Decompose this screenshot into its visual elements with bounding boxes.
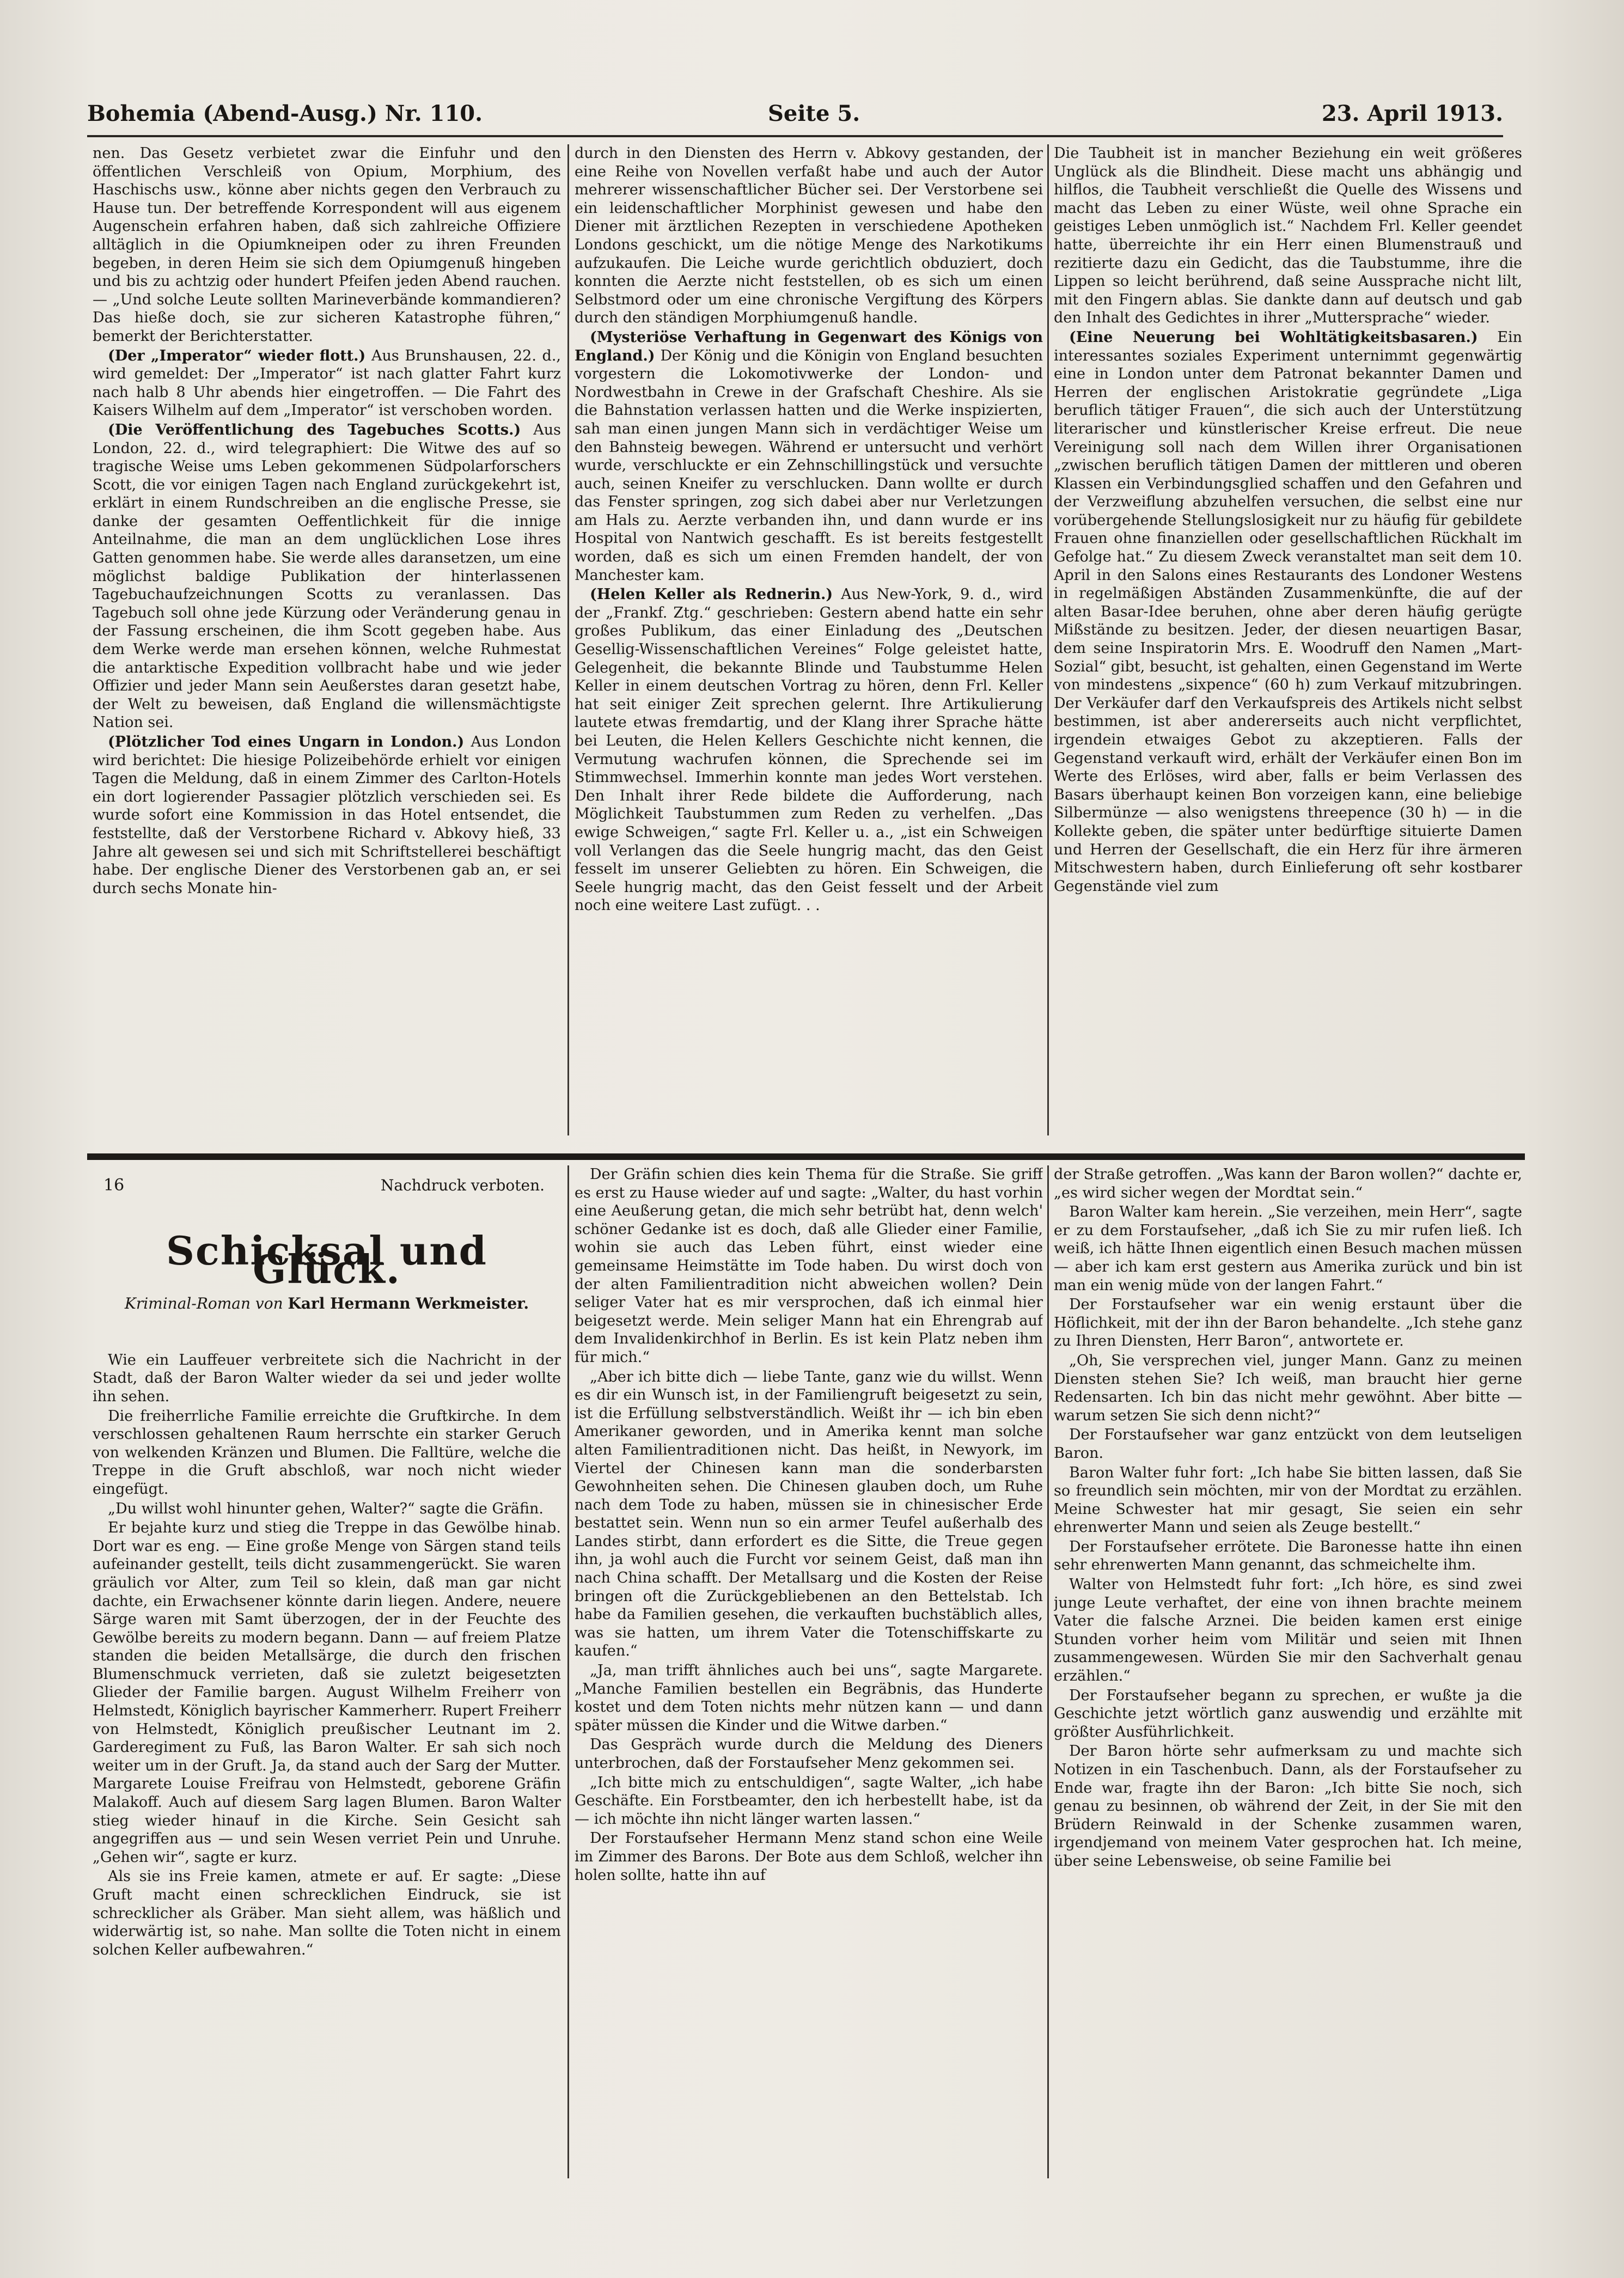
header-issue: Bohemia (Abend-Ausg.) Nr. 110. <box>87 101 483 126</box>
novel-paragraph: Der Baron hörte sehr aufmerksam zu und machte sich Notizen in ein Taschenbuch. Dann, als der Forstaufseher zu Ende war, fragte ihn der Baron: „Ich bitte Sie noch, sich genau zu besinnen, ob während der Zeit, in der Sie mit den Brüdern Reinwald in der Schenke zusammen waren, irgendjemand von meinem Vater gesprochen hat. Ich meine, über seine Lebensweise, ob seine Familie bei <box>1054 1743 1522 1870</box>
novel-paragraph: Der Gräfin schien dies kein Thema für die Straße. Sie griff es erst zu Hause wieder auf und sagte: „Walter, du hast vorhin eine Aeußerung getan, die mich sehr betrübt hat, denn welch' schöner Gedanke ist es doch, daß alle Glieder einer Familie, wohin sie auch das Leben führt, einst wieder eine gemeinsame Heimstätte im Tode haben. Du wirst doch von der alten Familientradition nicht abweichen wollen? Dein seliger Vater hat es mir versprochen, daß ich einmal hier beigesetzt werde. Mein seliger Mann hat ein Ehrengrab auf dem Invalidenkirchhof in Berlin. Es ist kein Platz neben ihm für mich.“ <box>575 1166 1043 1366</box>
news-item: (Helen Keller als Rednerin.) Aus New-York, 9. d., wird der „Frankf. Ztg.“ geschrieben: Gestern abend hatte ein sehr großes Publikum, das einer Einladung des „Deutschen Gesellig-Wissenschaftlichen Vereines“ Folge geleistet hatte, Gelegenheit, die bekannte Blinde und Taubstumme Helen Keller in einem deutschen Vortrag zu hören, denn Frl. Keller hat seit einiger Zeit sprechen gelernt. Ihre Artikulierung lautete etwas fremdartig, und der Klang ihrer Sprache hätte bei Leuten, die Helen Kellers Geschichte nicht kennen, die Vermutung wachrufen können, die Sprechende sei im Stimmwechsel. Immerhin konnte man jedes Wort verstehen. Den Inhalt ihrer Rede bildete die Aufforderung, nach Möglichkeit Taubstummen zum Reden zu verhelfen. „Das ewige Schweigen,“ sagte Frl. Keller u. a., „ist ein Schweigen voll Verlangen das die Seele hungrig macht, das den Geist fesselt im unserer Geliebten zu hören. Ein Schweigen, die Seele hungrig macht, das den Geist fesselt und der Arbeit noch eine weitere Last zufügt. . . <box>575 586 1043 914</box>
novel-paragraph: „Ich bitte mich zu entschuldigen“, sagte Walter, „ich habe Geschäfte. Ein Forstbeamter, den ich herbestellt habe, ist da — ich möchte ihn nicht länger warten lassen.“ <box>575 1774 1043 1828</box>
column-divider <box>1047 1165 1049 2178</box>
novel-paragraph: Der Forstaufseher begann zu sprechen, er wußte ja die Geschichte jetzt wörtlich ganz auswendig und erzählte mit größter Ausführlichkeit. <box>1054 1687 1522 1740</box>
feuilleton-separator <box>87 1153 1525 1160</box>
novel-paragraph: Baron Walter kam herein. „Sie verzeihen, mein Herr“, sagte er zu dem Forstaufseher, „daß ich Sie zu mir rufen ließ. Ich weiß, ich hätte Ihnen eigentlich einen Besuch machen müssen — aber ich kam erst gestern aus Amerika zurück und bin ist man ein wenig müde von der langen Fahrt.“ <box>1054 1204 1522 1294</box>
news-paragraph: durch in den Diensten des Herrn v. Abkovy gestanden, der eine Reihe von Novellen verfaßt habe und auch der Autor mehrerer wissenschaftlicher Bücher sei. Der Verstorbene sei ein leidenschaftlicher Morphinist gewesen und habe den Diener mit ärztlichen Rezepten in verschiedene Apotheken Londons geschickt, um die nötige Menge des Narkotikums aufzukaufen. Die Leiche wurde gerichtlich obduziert, doch konnten die Aerzte nicht feststellen, ob es sich um einen Selbstmord oder um eine chronische Vergiftung des Körpers durch den ständigen Morphiumgenuß handle. <box>575 145 1043 327</box>
news-item: (Eine Neuerung bei Wohltätigkeitsbasaren.) Ein interessantes soziales Experiment unternimmt gegenwärtig eine in London unter dem Patronat bekannter Damen und Herren der englischen Aristokratie gegründete „Liga beruflich tätiger Frauen“, die sich auch der Unterstützung literarischer und künstlerischer Kreise erfreut. Die neue Vereinigung soll nach dem Willen ihrer Organisationen „zwischen beruflich tätigen Damen der mittleren und oberen Klassen ein Verbindungsglied schaffen und den Gefahren und der Verzweiflung abzuhelfen versuchen, die selbst eine nur vorübergehende Stellungslosigkeit nur zu häufig für gebildete Frauen ohne finanziellen oder gesellschaftlichen Rückhalt im Gefolge hat.“ Zu diesem Zweck veranstaltet man seit dem 10. April in den Salons eines Restaurants des Londoner Westens in regelmäßigen Abständen Zusammenkünfte, die auf der alten Basar-Idee beruhen, ohne aber deren häufig gerügte Mißstände zu besitzen. Jeder, der diesen neuartigen Basar, dem seine Inspiratorin Mrs. E. Woodruff den Namen „Mart-Sozial“ gibt, besucht, ist gehalten, einen Gegenstand im Werte von mindestens „sixpence“ (60 h) zum Verkauf mitzubringen. Der Verkäufer darf den Verkaufspreis des Artikels nicht selbst bestimmen, ist aber andererseits auch nicht verpflichtet, irgendein etwaiges Gebot zu akzeptieren. Falls der Gegenstand verkauft wird, erhält der Verkäufer einen Bon im Werte des Erlöses, wird aber, falls er beim Verlassen des Basars überhaupt keinen Bon vorzeigen kann, eine beliebige Silbermünze — also wenigstens threepence (30 h) — in die Kollekte geben, die später unter bedürftige situierte Damen und Herren der Gesellschaft, die ein Herz für ihre ärmeren Mitschwestern haben, durch Einlieferung oft sehr kostbarer Gegenstände viel zum <box>1054 328 1522 895</box>
news-item-headline: (Eine Neuerung bei Wohltätigkeitsbasaren.) <box>1069 328 1478 346</box>
news-item-headline: (Der „Imperator“ wieder flott.) <box>108 347 366 364</box>
novel-part-number: 16 <box>103 1176 125 1195</box>
novel-subtitle <box>93 1294 561 1313</box>
header-page-number: Seite 5. <box>768 101 860 126</box>
news-item: (Die Veröffentlichung des Tagebuches Scotts.) Aus London, 22. d., wird telegraphiert: Die Witwe des auf so tragische Weise ums Leben gekommenen Südpolarforschers Scott, die vor einigen Tagen nach England zurückgekehrt ist, erklärt in einem Rundschreiben an die englische Presse, sie danke der gesamten Oeffentlichkeit für die innige Anteilnahme, die man an dem unglücklichen Lose ihres Gatten genommen habe. Sie werde alles daransetzen, um eine möglichst baldige Publikation der hinterlassenen Tagebuchaufzeichnungen Scotts zu veranlassen. Das Tagebuch soll ohne jede Kürzung oder Veränderung genau in der Fassung erscheinen, die ihm Scott gegeben habe. Aus dem Werke werde man ersehen können, welche Ruhmestat die antarktische Expedition vollbracht habe und wie jeder Offizier und jeder Mann sein Aeußerstes daran gesetzt habe, der Welt zu beweisen, daß England die willensmächtigste Nation sei. <box>93 421 561 731</box>
news-paragraph: Die Taubheit ist in mancher Beziehung ein weit größeres Unglück als die Blindheit. Diese macht uns abhängig und hilflos, die Taubheit verschließt die Quelle des Wissens und macht das Leben zu einer Wüste, weil ohne Sprache ein geistiges Leben unmöglich ist.“ Nachdem Frl. Keller geendet hatte, überreichte ihr ein Herr einen Blumenstrauß und rezitierte dazu ein Gedicht, das die Taubstumme, ihre die Lippen so leicht berührend, daß seine Aussprache nicht lilt, mit den Fingern ablas. Sie dankte dann auf deutsch und gab den Inhalt des Gedichtes in ihrer „Muttersprache“ wieder. <box>1054 145 1522 327</box>
novel-column-3 <box>1054 1165 1522 2189</box>
column-divider <box>567 144 569 1135</box>
novel-paragraph: Das Gespräch wurde durch die Meldung des Dieners unterbrochen, daß der Forstaufseher Menz gekommen sei. <box>575 1736 1043 1772</box>
novel-column-1 <box>93 1176 561 2189</box>
novel-part-row <box>93 1176 561 1209</box>
novel-paragraph: Der Forstaufseher war ein wenig erstaunt über die Höflichkeit, mit der ihn der Baron behandelte. „Ich stehe ganz zu Ihren Diensten, Herr Baron“, antwortete er. <box>1054 1296 1522 1350</box>
novel-paragraph: „Du willst wohl hinunter gehen, Walter?“ sagte die Gräfin. <box>108 1500 544 1517</box>
novel-paragraph: „Ja, man trifft ähnliches auch bei uns“, sagte Margarete. „Manche Familien bestellen ein Begräbnis, das Hunderte kostet und dem Toten nichts mehr nützen kann — und dann später müssen die Kinder und die Witwe darben.“ <box>575 1662 1043 1734</box>
novel-paragraph: der Straße getroffen. „Was kann der Baron wollen?“ dachte er, „es wird sicher wegen der Mordtat sein.“ <box>1054 1166 1522 1201</box>
novel-paragraph: Als sie ins Freie kamen, atmete er auf. Er sagte: „Diese Gruft macht einen schrecklichen Eindruck, sie ist schrecklicher als Gräber. Man sieht allem, was häßlich und widerwärtig ist, so nahe. Man sollte die Toten nicht in einem solchen Keller aufbewahren.“ <box>93 1868 561 1958</box>
news-item-headline: (Die Veröffentlichung des Tagebuches Scotts.) <box>108 421 521 438</box>
novel-genre: Kriminal-Roman von <box>124 1294 283 1313</box>
news-item: (Der „Imperator“ wieder flott.) Aus Brunshausen, 22. d., wird gemeldet: Der „Imperator“ ist nach glatter Fahrt kurz nach halb 8 Uhr abends hier eingetroffen. — Die Fahrt des Kaisers Wilhelm auf dem „Imperator“ ist verschoben worden. <box>93 347 561 419</box>
news-item-headline: (Helen Keller als Rednerin.) <box>590 586 833 603</box>
news-item: (Mysteriöse Verhaftung in Gegenwart des Königs von England.) Der König und die Königin von England besuchten vorgestern die Lokomotivwerke der London- und Nordwestbahn in Crewe in der Grafschaft Cheshire. Als sie die Bahnstation verlassen hatten und die Werke inspizierten, sah man einen jungen Mann sich in verdächtiger Weise um den Bahnsteig bewegen. Während er untersucht und verhört wurde, verschluckte er ein Zehnschillingstück und versuchte auch, seinen Kneifer zu verschlucken. Dann wollte er durch das Fenster springen, zog sich dabei aber nur Verletzungen am Hals zu. Aerzte verbanden ihn, und dann wurde er ins Hospital von Nantwich geschafft. Es ist bereits festgestellt worden, daß es sich um einen Fremden handelt, der von Manchester kam. <box>575 328 1043 584</box>
reprint-notice: Nachdruck verboten. <box>380 1176 545 1194</box>
novel-paragraph: „Oh, Sie versprechen viel, junger Mann. Ganz zu meinen Diensten stehen Sie? Ich weiß, man braucht hier gerne Redensarten. Ich bin das nicht mehr gewöhnt. Aber bitte — warum setzen Sie sich denn nicht?“ <box>1054 1352 1522 1424</box>
column-divider <box>1047 144 1049 1135</box>
novel-paragraph: Die freiherrliche Familie erreichte die Gruftkirche. In dem verschlossen gehaltenen Raum herrschte ein starker Geruch von welkenden Kränzen und Blumen. Die Falltüre, welche die Treppe in die Gruft abschloß, war noch nicht wieder eingefügt. <box>93 1407 561 1498</box>
novel-column-2 <box>575 1165 1043 2189</box>
novel-paragraph: „Aber ich bitte dich — liebe Tante, ganz wie du willst. Wenn es dir ein Wunsch ist, in der Familiengruft beigesetzt zu sein, ist die Erfüllung selbstverständlich. Weißt ihr — ich bin eben Amerikaner geworden, und in Amerika kennt man solche alten Familientraditionen nicht. Das heißt, in Newyork, im Viertel der Chinesen kann man die sonderbarsten Gewohnheiten sehen. Die Chinesen glauben doch, um Ruhe nach dem Tode zu haben, müssen sie in chinesischer Erde bestattet sein. Wenn nun so ein armer Teufel außerhalb des Landes stirbt, dann erfordert es die Sitte, die Treue gegen ihn, ja wohl auch die Furcht vor seinem Geist, daß man ihn nach China schafft. Der Metallsarg und die Kosten der Reise bringen oft die Zurückgebliebenen an den Bettelstab. Ich habe da Familien gesehen, die verkauften buchstäblich alles, was sie hatten, um ihrem Vater die Totenschiffskarte zu kaufen.“ <box>575 1368 1043 1660</box>
page-header <box>87 101 1503 133</box>
novel-title: Schicksal und Glück. <box>166 1227 487 1292</box>
novel-author: Karl Hermann Werkmeister. <box>288 1294 529 1313</box>
news-item-headline: (Plötzlicher Tod eines Ungarn in London.) <box>108 734 465 750</box>
novel-paragraph: Der Forstaufseher Hermann Menz stand schon eine Weile im Zimmer des Barons. Der Bote aus dem Schloß, welcher ihn holen sollte, hatte ihn auf <box>575 1830 1043 1884</box>
novel-paragraph: Walter von Helmstedt fuhr fort: „Ich höre, es sind zwei junge Leute verhaftet, der eine von ihnen brachte meinem Vater die falsche Arznei. Die beiden kamen erst einige Stunden vorher heim vom Militär und seien mit Ihnen zusammengewesen. Würden Sie mir den Sachverhalt genau erzählen.“ <box>1054 1576 1522 1685</box>
header-rule <box>87 135 1503 137</box>
news-column-3 <box>1054 144 1522 1125</box>
novel-paragraph: Der Forstaufseher errötete. Die Baronesse hatte ihn einen sehr ehrenwerten Mann genannt, das schmeichelte ihm. <box>1054 1538 1522 1574</box>
novel-paragraph: Baron Walter fuhr fort: „Ich habe Sie bitten lassen, daß Sie so freundlich sein möchten, mir von der Mordtat zu erzählen. Meine Schwester hat mir gesagt, Sie seien ein sehr ehrenwerter Mann und seien als Zeuge bestellt.“ <box>1054 1464 1522 1536</box>
header-date: 23. April 1913. <box>1321 101 1503 126</box>
novel-paragraph: Der Forstaufseher war ganz entzückt von dem leutseligen Baron. <box>1054 1426 1522 1462</box>
column-divider <box>567 1165 569 2178</box>
news-column-2 <box>575 144 1043 1125</box>
news-item: (Plötzlicher Tod eines Ungarn in London.) Aus London wird berichtet: Die hiesige Polizeibehörde erhielt vor einigen Tagen die Meldung, daß in einem Zimmer des Carlton-Hotels ein dort logierender Passagier plötzlich verschieden sei. Es wurde sofort eine Kommission in das Hotel entsendet, die feststellte, daß der Verstorbene Richard v. Abkovy hieß, 33 Jahre alt gewesen sei und sich mit Schriftstellerei beschäftigt habe. Der englische Diener des Verstorbenen gab an, er sei durch sechs Monate hin- <box>93 734 561 897</box>
novel-paragraph: Wie ein Lauffeuer verbreitete sich die Nachricht in der Stadt, daß der Baron Walter wieder da sei und jeder wollte ihn sehen. <box>93 1351 561 1405</box>
news-item-headline: (Mysteriöse Verhaftung in Gegenwart des Königs von England.) <box>575 328 1043 364</box>
novel-paragraph: Er bejahte kurz und stieg die Treppe in das Gewölbe hinab. Dort war es eng. — Eine große Menge von Särgen stand teils aufeinander gestellt, teils dicht zusammengerückt. Sie waren gräulich vor Alter, zum Teil so klein, daß man gar nicht dachte, ein Erwachsener könnte darin liegen. Andere, neuere Särge waren mit Samt überzogen, der in der Feuchte des Gewölbe bereits zu modern begann. Dann — auf freiem Platze standen die beiden Metallsärge, die durch den frischen Blumenschmuck verrieten, daß sie zuletzt beigesetzten Glieder der Familie bargen. August Wilhelm Freiherr von Helmstedt, Königlich bayrischer Kammerherr. Rupert Freiherr von Helmstedt, Königlich preußischer Leutnant im 2. Garderegiment zu Fuß, las Baron Walter. Er sah sich noch weiter um in der Gruft. Ja, da stand auch der Sarg der Mutter. Margarete Louise Freifrau von Helmstedt, geborene Gräfin Malakoff. Auch auf diesem Sarg lagen Blumen. Baron Walter stieg wieder hinauf in die Kirche. Sein Gesicht sah angegriffen aus — und sein Wesen verriet Pein und Unruhe. „Gehen wir“, sagte er kurz. <box>93 1519 561 1866</box>
news-paragraph: nen. Das Gesetz verbietet zwar die Einfuhr und den öffentlichen Verschleiß von Opium, Morphium, des Haschischs usw., könne aber nichts gegen den Verbrauch zu Hause tun. Der betreffende Korrespondent will aus eigenem Augenschein erfahren haben, daß sich zahlreiche Offiziere alltäglich in die Opiumkneipen oder zu ihren Freunden begeben, in deren Heim sie sich dem Opiumgenuß hingeben und bis zu achtzig oder hundert Pfeifen jeden Abend rauchen. — „Und solche Leute sollten Marineverbände kommandieren? Das hieße doch, sie zur sicheren Katastrophe führen,“ bemerkt der Berichterstatter. <box>93 145 561 345</box>
news-column-1 <box>93 144 561 1125</box>
